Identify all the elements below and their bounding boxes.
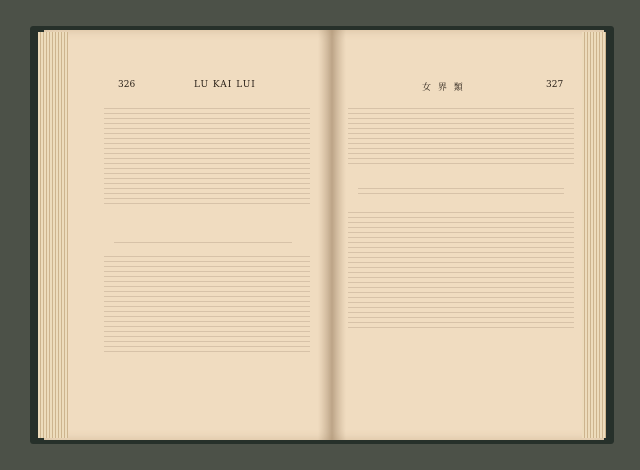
book-gutter — [318, 30, 346, 440]
right-running-head: 女 界 類 — [422, 83, 465, 93]
left-page — [44, 30, 332, 440]
left-section-heading — [114, 242, 292, 247]
left-text-block-2 — [104, 256, 310, 356]
right-section-heading — [358, 188, 564, 198]
left-running-head: LU KAI LUI — [194, 80, 256, 90]
left-page-edges — [38, 32, 68, 438]
left-page-number: 326 — [118, 80, 136, 90]
right-text-block-2 — [348, 212, 574, 332]
right-page — [332, 30, 604, 440]
right-text-block-1 — [348, 108, 574, 168]
right-page-edges — [582, 32, 606, 438]
right-page-number: 327 — [546, 80, 564, 90]
left-text-block-1 — [104, 108, 310, 208]
